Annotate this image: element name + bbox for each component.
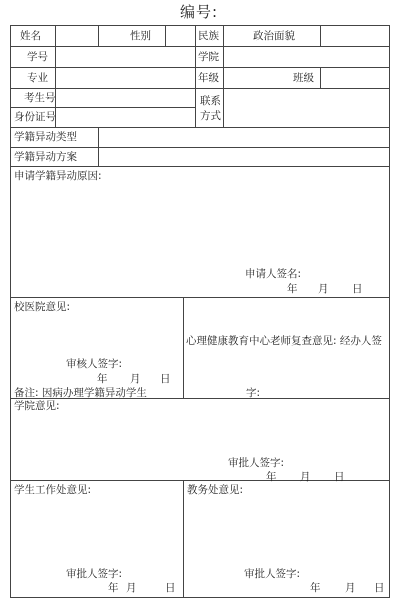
name-label: 姓名 <box>20 30 41 42</box>
date-year: 年 <box>266 471 277 483</box>
date-year: 年 <box>108 582 119 594</box>
row-divider <box>10 107 195 108</box>
col-divider <box>98 25 99 46</box>
college-opinion-label: 学院意见: <box>14 400 60 412</box>
id-card-label: 身份证号 <box>14 111 56 123</box>
table-border-top <box>10 25 390 26</box>
reviewer-signature-label: 审核人签字: <box>66 358 123 370</box>
reason-label: 申请学籍异动原因: <box>14 170 102 182</box>
exam-number-label: 考生号 <box>24 92 56 104</box>
psych-center-opinion-line1: 心理健康教育中心老师复查意见: 经办人签 <box>186 335 382 347</box>
date-day: 日 <box>165 582 176 594</box>
college-label: 学院 <box>198 51 219 63</box>
table-border-bottom <box>10 597 390 598</box>
table-border-left <box>10 25 11 598</box>
contact-label-line2: 方式 <box>200 110 221 122</box>
row-divider <box>10 127 390 128</box>
row-divider <box>10 88 390 89</box>
date-year: 年 <box>97 373 108 385</box>
col-divider <box>320 67 321 88</box>
gender-label: 性别 <box>130 30 151 42</box>
date-year: 年 <box>310 582 321 594</box>
date-day: 日 <box>374 582 385 594</box>
date-day: 日 <box>334 471 345 483</box>
ethnicity-label: 民族 <box>198 30 219 42</box>
grade-label: 年级 <box>198 72 219 84</box>
form-number-label: 编号: <box>180 3 219 21</box>
date-month: 月 <box>130 373 141 385</box>
col-divider <box>165 25 166 46</box>
row-divider <box>10 147 390 148</box>
hospital-note: 备注: 因病办理学籍异动学生 <box>14 387 147 399</box>
class-label: 班级 <box>293 72 314 84</box>
approver-signature-label: 审批人签字: <box>244 568 301 580</box>
col-divider <box>320 25 321 46</box>
row-divider <box>10 480 390 481</box>
col-divider <box>183 297 184 398</box>
col-divider <box>195 25 196 127</box>
date-day: 日 <box>160 373 171 385</box>
date-month: 月 <box>126 582 137 594</box>
col-divider <box>183 480 184 597</box>
political-status-label: 政治面貌 <box>253 30 295 42</box>
date-month: 月 <box>345 582 356 594</box>
col-divider <box>223 25 224 127</box>
psych-center-opinion-line2: 字: <box>246 387 261 399</box>
change-plan-label: 学籍异动方案 <box>14 151 77 163</box>
academic-affairs-opinion-label: 教务处意见: <box>187 484 244 496</box>
applicant-signature-label: 申请人签名: <box>245 268 302 280</box>
row-divider <box>10 166 390 167</box>
change-type-label: 学籍异动类型 <box>14 131 77 143</box>
row-divider <box>10 67 390 68</box>
approver-signature-label: 审批人签字: <box>228 457 285 469</box>
col-divider <box>98 127 99 166</box>
date-day: 日 <box>352 283 363 295</box>
date-month: 月 <box>300 471 311 483</box>
student-affairs-opinion-label: 学生工作处意见: <box>14 484 92 496</box>
date-year: 年 <box>287 283 298 295</box>
major-label: 专业 <box>27 72 48 84</box>
row-divider <box>10 46 390 47</box>
approver-signature-label: 审批人签字: <box>66 568 123 580</box>
table-border-right <box>389 25 390 598</box>
row-divider <box>10 297 390 298</box>
student-id-label: 学号 <box>27 51 48 63</box>
date-month: 月 <box>318 283 329 295</box>
hospital-opinion-label: 校医院意见: <box>14 301 71 313</box>
contact-label-line1: 联系 <box>200 95 221 107</box>
